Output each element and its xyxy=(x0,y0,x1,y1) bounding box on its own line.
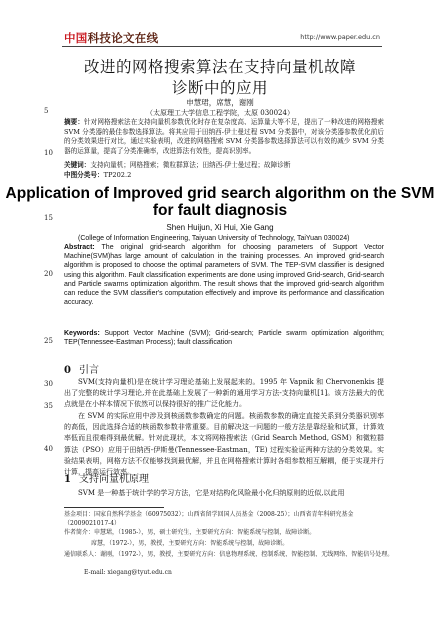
section-0-heading xyxy=(64,361,99,376)
keywords-cn-label: 关键词： xyxy=(64,161,91,169)
logo-text-cn: 中国 xyxy=(64,31,88,45)
line-number: 35 xyxy=(44,402,53,410)
keywords-en-label: Keywords: xyxy=(64,330,100,337)
footnote-author-1: 作者简介：申慧珺，（1985-），男，硕士研究生，主要研究方向：智能系统与控制，故障诊断。 xyxy=(64,529,316,536)
title-cn-line-1: 改进的网格搜索算法在支持向量机故障 xyxy=(83,58,356,76)
line-number: 15 xyxy=(44,214,53,222)
abstract-cn xyxy=(64,118,384,156)
logo-text-rest: 科技论文在线 xyxy=(87,31,159,45)
line-number: 10 xyxy=(44,149,53,157)
clc-label: 中图分类号： xyxy=(64,171,104,179)
section-1-title: 支持向量机原理 xyxy=(78,474,149,485)
header-rule xyxy=(62,46,382,47)
footnote-email[interactable]: E-mail: xiegang@tyut.edu.cn xyxy=(84,569,172,576)
affiliation-cn: （太原理工大学信息工程学院，太原 030024） xyxy=(146,109,294,117)
title-en-line-2: for fault diagnosis xyxy=(152,202,288,219)
section-1-heading xyxy=(64,470,149,485)
site-logo[interactable] xyxy=(64,30,158,46)
section-1-number: 1 xyxy=(64,474,71,485)
footnote-author-2: 席慧，（1972-），男，教授，主要研究方向：智能系统与控制，故障诊断。 xyxy=(91,540,289,547)
abstract-cn-label: 摘要： xyxy=(64,118,85,126)
keywords-cn-text: 支持向量机；网格搜索；微粒群算法；田纳西-伊士曼过程；故障诊断 xyxy=(90,161,291,169)
page-header xyxy=(0,0,440,46)
authors-cn: 申慧珺，席慧，谢刚 xyxy=(186,98,254,107)
line-number: 30 xyxy=(44,380,53,388)
clc-value: TP202.2 xyxy=(103,171,132,179)
site-url[interactable]: http://www.paper.edu.cn xyxy=(300,33,380,41)
line-number: 40 xyxy=(44,445,53,453)
footnote-rule xyxy=(64,507,164,508)
affiliation-en: (College of Information Engineering, Taiyuan University of Technology, TaiYuan 030024) xyxy=(78,235,350,242)
abstract-en xyxy=(64,243,384,307)
abstract-cn-text: 针对网格搜索法在支持向量机参数优化时存在复杂度高、运算量大等不足，提出了一种改进的网格搜索 SVM 分类器的最佳参数选择算法。将其应用于田纳西-伊士曼过程 SVM 分类器中，对该分类器参数优化前后的分类效果进行对比，通过实验表明，改进的网格搜索 SVM 分类器参数选择算法可以有效的减少 SVM 分类器的运算量，提高了分类准确率，改进算法有效性，提高识别率。 xyxy=(64,118,385,155)
abstract-en-label: Abstract: xyxy=(64,244,95,251)
keywords-en xyxy=(64,329,384,347)
keywords-en-text: Support Vector Machine (SVM); Grid-search; Particle swarm optimization algorithm; TEP(Tennessee-Eastman Process); fault classification xyxy=(64,330,384,347)
clc-number xyxy=(64,170,384,180)
line-number: 25 xyxy=(44,337,53,345)
authors-en: Shen Huijun, Xi Hui, Xie Gang xyxy=(166,223,274,232)
footnote-correspondence: 通信联系人：谢刚，（1972-），男，教授，主要研究方向：信息物理系统、控制系统、智能控制、无线网络、智能信号处理。 xyxy=(64,551,394,558)
line-number: 5 xyxy=(44,107,49,115)
footnote-funding: 基金项目：国家自然科学基金（60975032）；山西省留学回国人员基金（2008-25）；山西省青年科研究基金（2009021017-4） xyxy=(64,511,354,527)
abstract-en-text: The original grid-search algorithm for choosing parameters of Support Vector Machine(SVM)has large amount of calculation in the training processes. An improved grid-search algorithm is proposed to choose the optimal parameters of SVM. The TEP-SVM classifier is designed using this algorithm. Fault classification experiments are done using improved Grid-search, Grid-search and Particle swarms optimization algorithm. The result shows that the improved grid-search algorithm can reduce the SVM classifier's computation effectively and improve its performance and classification accuracy. xyxy=(64,244,384,307)
keywords-cn xyxy=(64,160,384,170)
intro-paragraph-2: 在 SVM 的实际应用中涉及到核函数参数确定的问题。核函数参数的确定直接关系到分类器识别率的高低，因此选择合适的核函数参数非常重要。目前解决这一问题的一般方法是靠经验和试算，计算效率低而且很难得到最优解。针对此现状，本文将网格搜索法（Grid Search Method, GSM）和微粒群算法（PSO）应用于田纳西-伊斯曼(Tennessee-Eastman，TE) 过程实验证两种方法的分类效果。实验结果表明，网格方法不仅能够找到最优解，并且在网格搜索计算时各组参数相互解耦，便于实现并行计算，提高运行效率。 xyxy=(64,412,384,477)
section-0-title: 引言 xyxy=(78,365,99,376)
line-number: 20 xyxy=(44,270,53,278)
intro-paragraph-1: SVM(支持向量机)是在统计学习理论基础上发展起来的。1995 年 Vapnik 和 Chervonenkis 提出了完整的统计学习理论,并在此基础上发展了一种新的通用学习方法-支持向量机[1]。该方法最大的优点就是在小样本情况下依然可以保持很好的推广泛化能力。 xyxy=(64,378,384,409)
title-cn-line-2: 诊断中的应用 xyxy=(171,79,268,97)
section-0-number: 0 xyxy=(64,365,71,376)
section-1-text: SVM 是一种基于统计学的学习方法，它是对结构化风险最小化归纳原则的近似,以此用 xyxy=(78,489,345,497)
title-en-line-1: Application of Improved grid search algorithm on the SVM xyxy=(5,185,435,202)
